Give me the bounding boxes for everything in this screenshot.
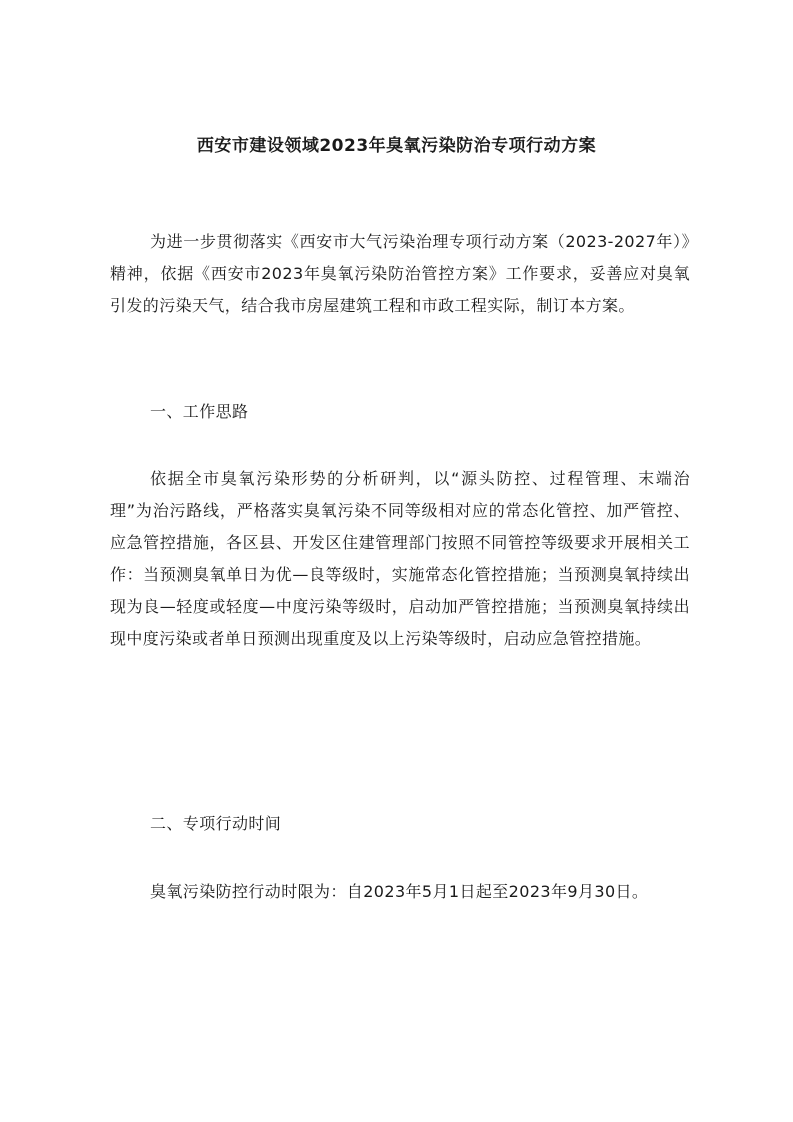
document-title: 西安市建设领域2023年臭氧污染防治专项行动方案 [196,136,597,156]
intro-paragraph: 为进一步贯彻落实《西安市大气污染治理专项行动方案（2023-2027年）》精神，依据《西安市2023年臭氧污染防治管控方案》工作要求，妥善应对臭氧引发的污染天气，结合我市房屋建筑工程和市政工程实际，制订本方案。 [110,232,690,315]
section-2-heading: 二、专项行动时间 [150,814,282,833]
section-1-heading: 一、工作思路 [150,402,249,421]
section-1-body: 依据全市臭氧污染形势的分析研判，以“源头防控、过程管理、末端治理”为治污路线，严格落实臭氧污染不同等级相对应的常态化管控、加严管控、应急管控措施，各区县、开发区住建管理部门按照不同管控等级要求开展相关工作：当预测臭氧单日为优—良等级时，实施常态化管控措施；当预测臭氧持续出现为良—轻度或轻度—中度污染等级时，启动加严管控措施；当预测臭氧持续出现中度污染或者单日预测出现重度及以上污染等级时，启动应急管控措施。 [110,469,690,648]
section-2-body: 臭氧污染防控行动时限为：自2023年5月1日起至2023年9月30日。 [150,882,649,901]
